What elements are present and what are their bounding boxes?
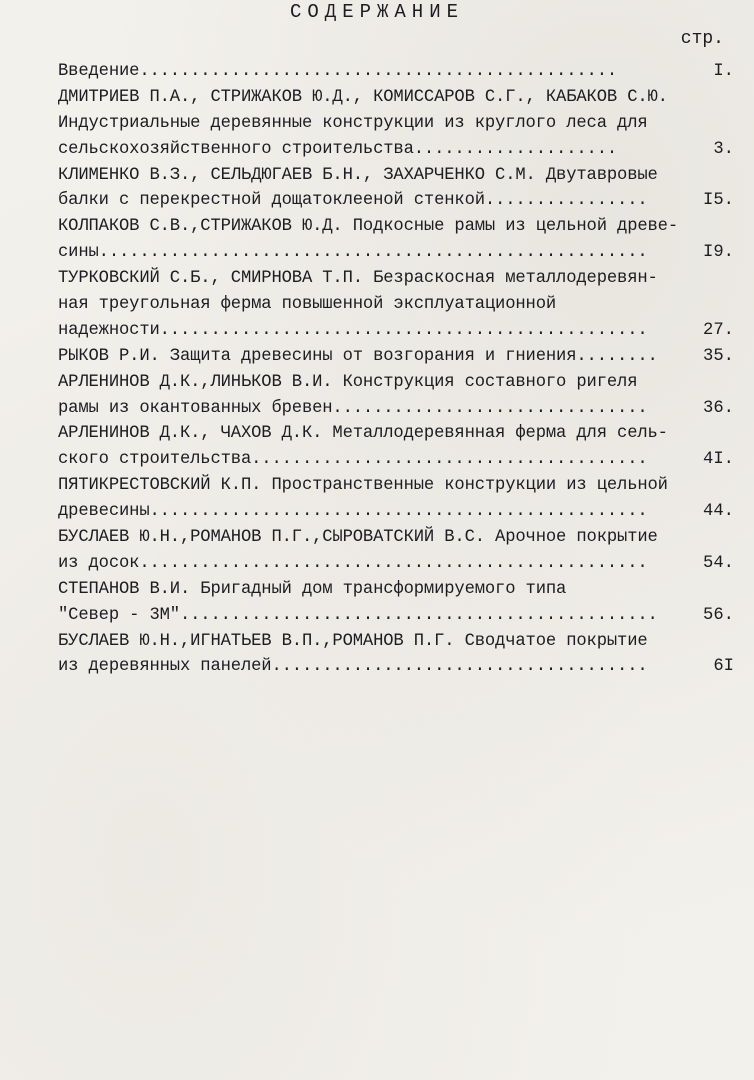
toc-line <box>58 447 734 473</box>
table-of-contents <box>58 59 734 680</box>
toc-entry-text: ского строительства....................................... <box>58 450 648 470</box>
toc-page-number: 56. <box>703 605 734 625</box>
toc-page-number: 44. <box>703 502 734 522</box>
toc-entry-text: из деревянных панелей..................................... <box>58 657 648 677</box>
toc-line <box>58 396 734 422</box>
toc-line <box>58 137 734 163</box>
page-column-label: стр. <box>680 29 724 49</box>
toc-line <box>58 551 734 577</box>
toc-entry-authors: БУСЛАЕВ Ю.Н.,РОМАНОВ П.Г.,СЫРОВАТСКИЙ В.С. Арочное покрытие <box>58 528 658 548</box>
toc-entry-text: Индустриальные деревянные конструкции из круглого леса для <box>58 113 648 133</box>
toc-line <box>58 525 734 551</box>
toc-entry-authors: ПЯТИКРЕСТОВСКИЙ К.П. Пространственные конструкции из цельной <box>58 476 668 496</box>
toc-page-number: 4I. <box>703 450 734 470</box>
toc-line <box>58 214 734 240</box>
toc-line <box>58 654 734 680</box>
toc-line <box>58 318 734 344</box>
toc-entry-authors: ДМИТРИЕВ П.А., СТРИЖАКОВ Ю.Д., КОМИССАРОВ С.Г., КАБАКОВ С.Ю. <box>58 87 668 107</box>
toc-line <box>58 188 734 214</box>
toc-entry-text: рамы из окантованных бревен............................... <box>58 398 648 418</box>
page-title: СОДЕРЖАНИЕ <box>289 1 465 23</box>
toc-entry-authors: СТЕПАНОВ В.И. Бригадный дом трансформируемого типа <box>58 579 567 599</box>
toc-entry-authors: БУСЛАЕВ Ю.Н.,ИГНАТЬЕВ В.П.,РОМАНОВ П.Г. Сводчатое покрытие <box>58 631 648 651</box>
toc-page-number: I9. <box>703 243 734 263</box>
toc-line <box>58 59 734 85</box>
toc-line <box>58 473 734 499</box>
toc-page-number: 3. <box>713 139 734 159</box>
toc-entry-authors: АРЛЕНИНОВ Д.К.,ЛИНЬКОВ В.И. Конструкция составного ригеля <box>58 372 638 392</box>
toc-page-number: 6I <box>713 657 734 677</box>
toc-entry-text: сины...................................................... <box>58 243 648 263</box>
toc-line <box>58 266 734 292</box>
toc-line <box>58 292 734 318</box>
toc-page-number: 54. <box>703 553 734 573</box>
toc-line <box>58 163 734 189</box>
toc-entry-text: балки с перекрестной дощатоклееной стенкой................ <box>58 191 648 211</box>
toc-entry-text: "Север - 3М"............................................... <box>58 605 658 625</box>
toc-page-number: I5. <box>703 191 734 211</box>
toc-line <box>58 370 734 396</box>
toc-entry-authors: КОЛПАКОВ С.В.,СТРИЖАКОВ Ю.Д. Подкосные рамы из цельной древе- <box>58 217 679 237</box>
toc-entry-authors: РЫКОВ Р.И. Защита древесины от возгорания и гниения........ <box>58 346 658 366</box>
toc-entry-text: сельскохозяйственного строительства.................... <box>58 139 618 159</box>
toc-page-number: 27. <box>703 320 734 340</box>
toc-line <box>58 499 734 525</box>
toc-entry-authors: ТУРКОВСКИЙ С.Б., СМИРНОВА Т.П. Безраскосная металлодеревян- <box>58 269 658 289</box>
toc-entry-text: из досок.................................................. <box>58 553 648 573</box>
toc-line <box>58 577 734 603</box>
toc-entry-authors: КЛИМЕНКО В.З., СЕЛЬДЮГАЕВ Б.Н., ЗАХАРЧЕНКО С.М. Двутавровые <box>58 165 658 185</box>
toc-page-number: I. <box>713 62 734 81</box>
toc-line <box>58 85 734 111</box>
toc-entry-text: Введение............................................... <box>58 62 618 81</box>
toc-entry-text: ная треугольная ферма повышенной эксплуатационной <box>58 295 557 315</box>
toc-line <box>58 240 734 266</box>
toc-entry-text: надежности................................................ <box>58 320 648 340</box>
toc-page-number: 35. <box>703 346 734 366</box>
toc-page-number: 36. <box>703 398 734 418</box>
toc-line <box>58 344 734 370</box>
toc-entry-text: древесины................................................. <box>58 502 648 522</box>
toc-entry-authors: АРЛЕНИНОВ Д.К., ЧАХОВ Д.К. Металлодеревянная ферма для сель- <box>58 424 668 444</box>
toc-line <box>58 111 734 137</box>
toc-line <box>58 603 734 629</box>
toc-line <box>58 421 734 447</box>
toc-line <box>58 629 734 655</box>
